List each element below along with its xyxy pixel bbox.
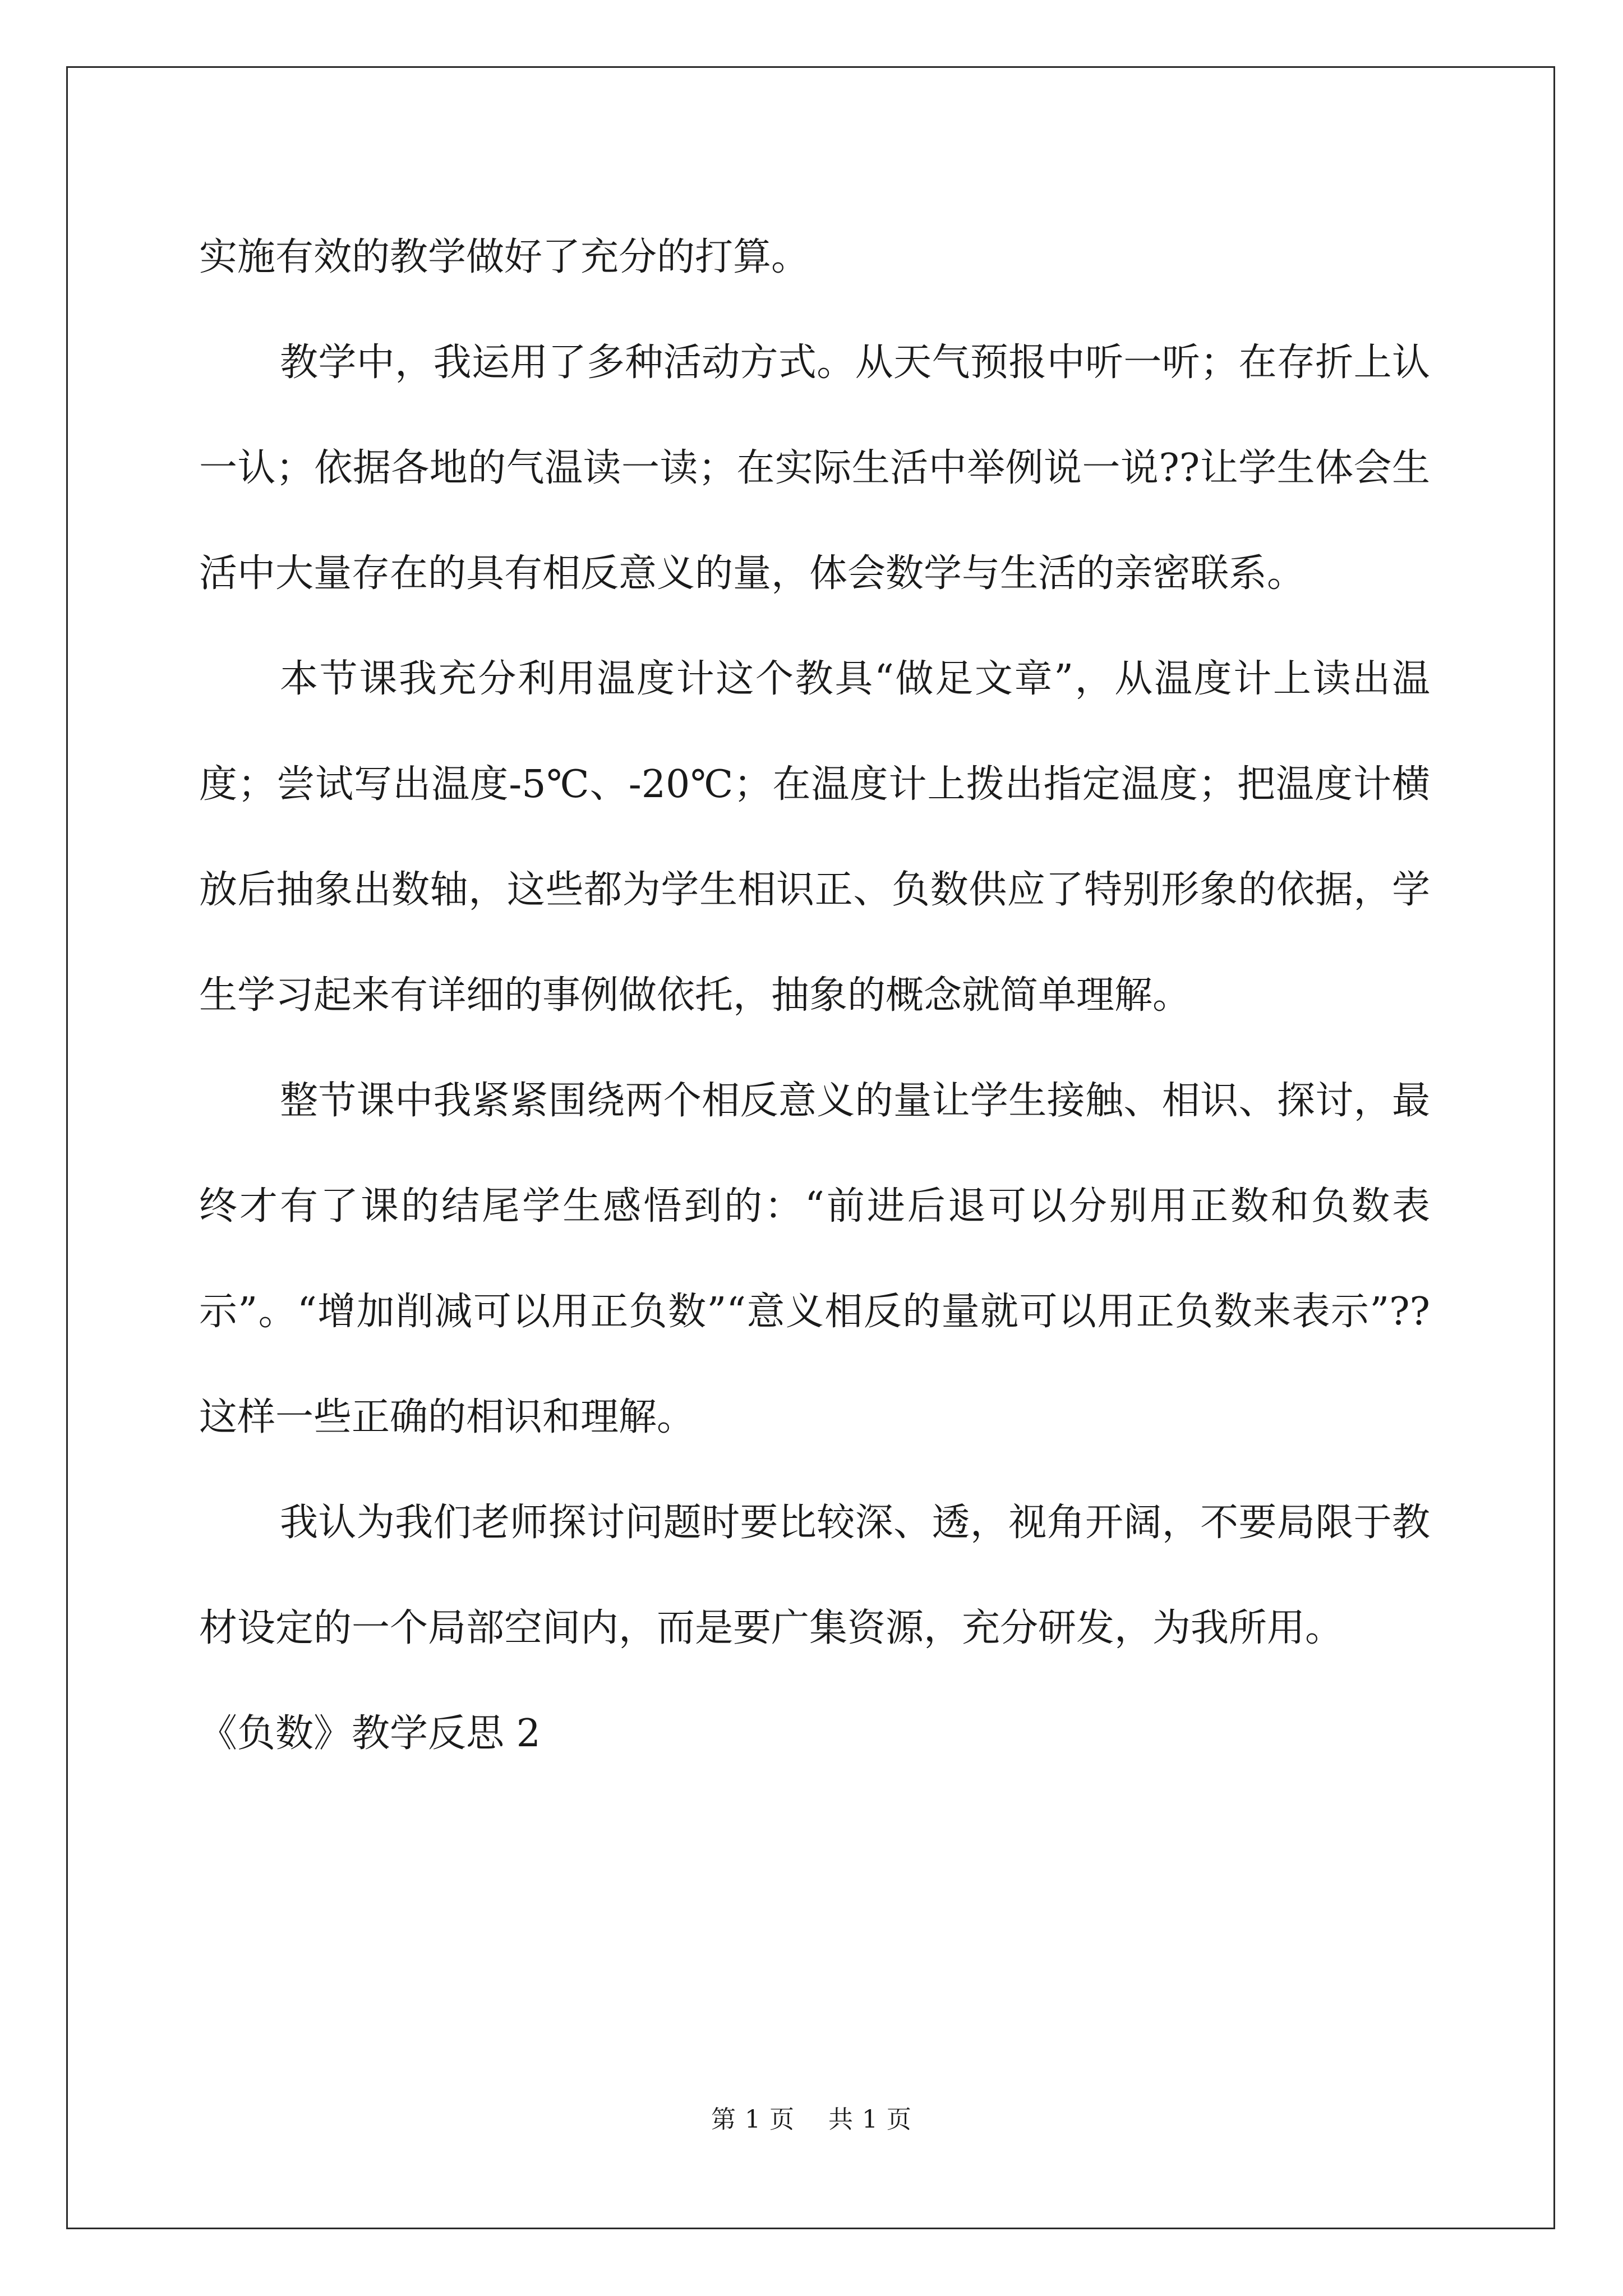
section-title: 《负数》教学反思 2 — [199, 1711, 541, 1756]
page-footer — [0, 2099, 1623, 2135]
paragraph-2: 教学中，我运用了多种活动方式。从天气预报中听一听；在存折上认一认；依据各地的气温读一读；在实际生活中举例说一说??让学生体会生活中大量存在的具有相反意义的量，体会数学与生活的亲密联系。 — [199, 341, 1430, 596]
page-total: 共 1 页 — [828, 2105, 912, 2134]
paragraph-1: 实施有效的教学做好了充分的打算。 — [199, 235, 810, 279]
document-body — [199, 205, 1430, 1787]
paragraph-4: 整节课中我紧紧围绕两个相反意义的量让学生接触、相识、探讨，最终才有了课的结尾学生感悟到的：“前进后退可以分别用正数和负数表示”。“增加削减可以用正负数”“意义相反的量就可以用正负数来表示”??这样一些正确的相识和理解。 — [199, 1079, 1431, 1439]
paragraph-5: 我认为我们老师探讨问题时要比较深、透，视角开阔，不要局限于教材设定的一个局部空间内，而是要广集资源，充分研发，为我所用。 — [199, 1501, 1430, 1650]
page-number: 第 1 页 — [711, 2105, 795, 2134]
paragraph-3: 本节课我充分利用温度计这个教具“做足文章”，从温度计上读出温度；尝试写出温度-5℃、-20℃；在温度计上拨出指定温度；把温度计横放后抽象出数轴，这些都为学生相识正、负数供应了特别形象的依据，学生学习起来有详细的事例做依托，抽象的概念就简单理解。 — [199, 657, 1430, 1018]
footer-gap — [795, 2105, 828, 2134]
